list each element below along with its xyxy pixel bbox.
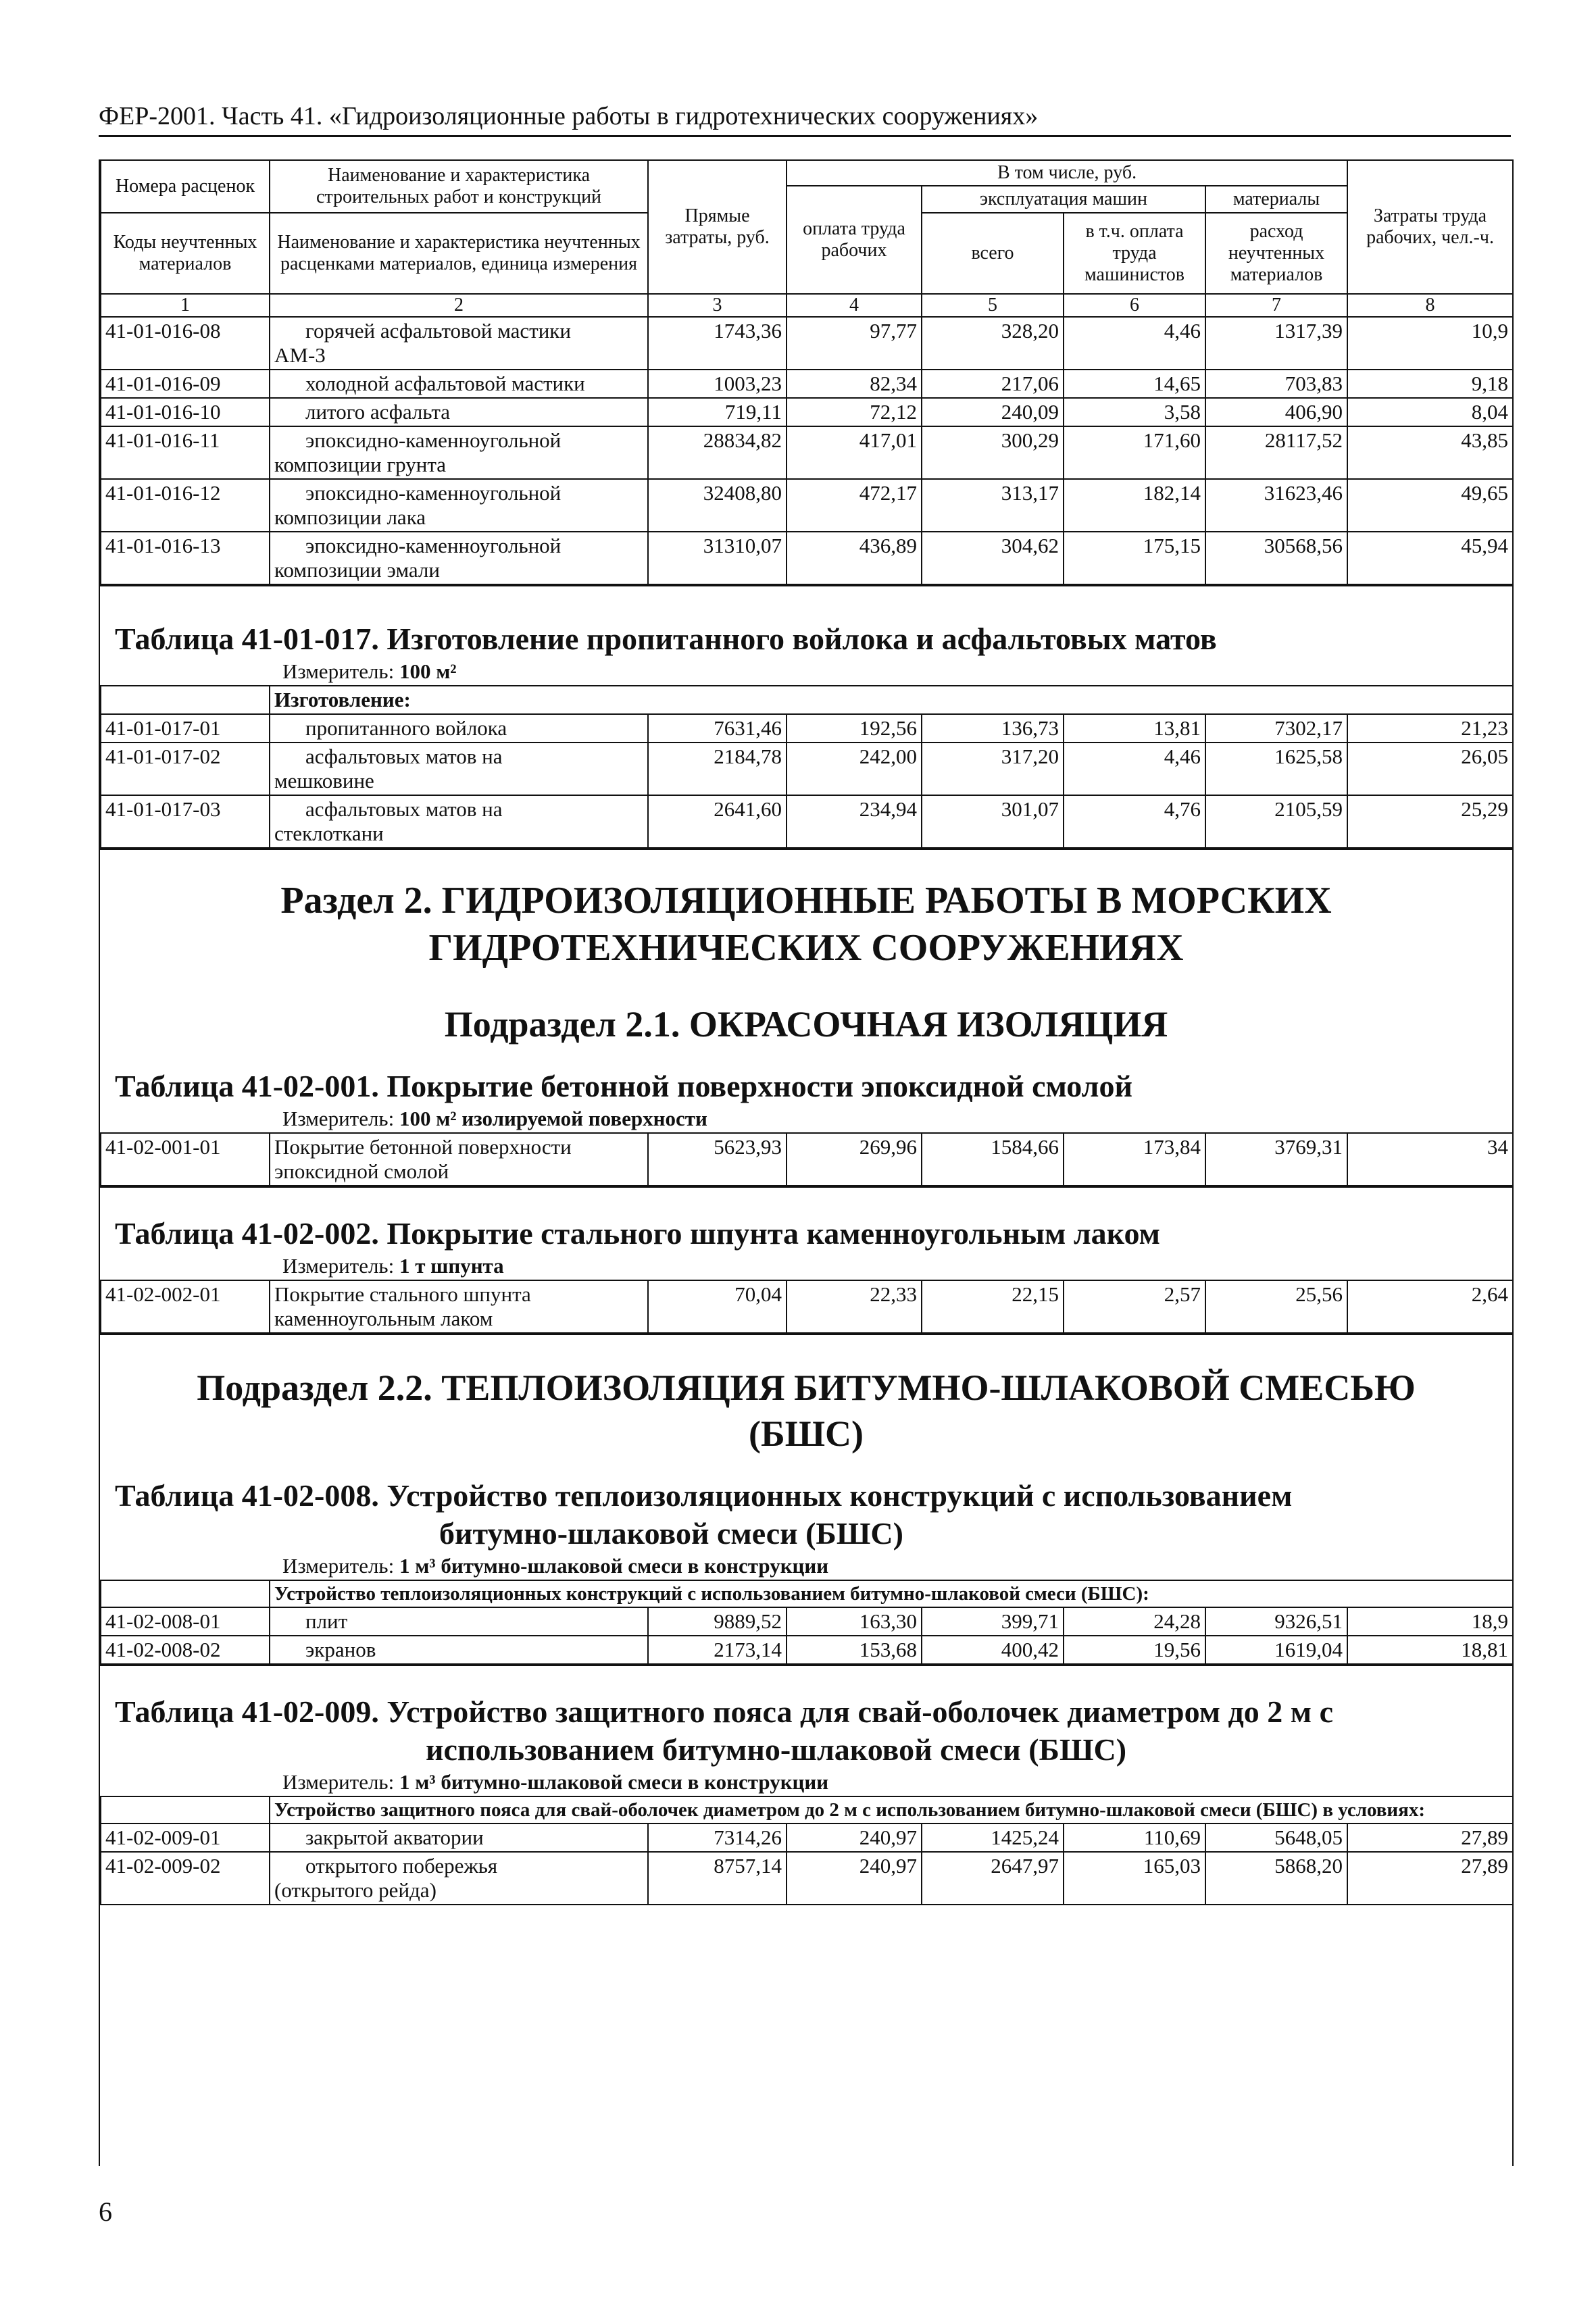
work-name	[270, 1636, 648, 1664]
value-cell: 2,57	[1064, 1280, 1205, 1333]
rate-code: 41-01-017-01	[101, 714, 270, 743]
value-cell: 1317,39	[1205, 317, 1347, 370]
work-name	[270, 370, 648, 398]
header-direct-costs: Прямые затраты, руб.	[648, 160, 787, 294]
table-title-001: Таблица 41-02-001. Покрытие бетонной поверхности эпоксидной смолой	[115, 1069, 1132, 1103]
spacer	[100, 849, 1512, 877]
table-row	[101, 1852, 1513, 1905]
rate-code: 41-01-016-13	[101, 532, 270, 584]
value-cell: 4,46	[1064, 317, 1205, 370]
work-name-line1: пропитанного войлока	[305, 716, 507, 740]
value-cell: 97,77	[787, 317, 922, 370]
rates-table-008	[100, 1580, 1514, 1665]
work-name	[270, 1852, 648, 1905]
content-frame	[99, 159, 1514, 2166]
value-cell: 136,73	[922, 714, 1064, 743]
work-name-line1: закрытой акватории	[305, 1826, 484, 1849]
value-cell: 304,62	[922, 532, 1064, 584]
meter-value: 1 т шпунта	[399, 1254, 504, 1278]
rates-table-001	[100, 1132, 1514, 1186]
table-row	[101, 479, 1513, 532]
subsection-title-2-2-line1: Подраздел 2.2. ТЕПЛОИЗОЛЯЦИЯ БИТУМНО-ШЛАКОВОЙ СМЕСЬЮ	[197, 1367, 1416, 1408]
table-row	[101, 426, 1513, 479]
value-cell: 300,29	[922, 426, 1064, 479]
value-cell: 24,28	[1064, 1607, 1205, 1636]
table-title-002: Таблица 41-02-002. Покрытие стального шпунта каменноугольным лаком	[115, 1216, 1160, 1251]
value-cell: 3769,31	[1205, 1133, 1347, 1186]
table-body-009	[101, 1823, 1513, 1905]
meter-label: Измеритель:	[282, 1107, 395, 1130]
value-cell: 34	[1347, 1133, 1513, 1186]
work-name-line2: композиции грунта	[274, 453, 447, 476]
work-name-line1: Покрытие стального шпунта	[274, 1282, 531, 1306]
value-cell: 406,90	[1205, 398, 1347, 426]
value-cell: 240,97	[787, 1852, 922, 1905]
rate-code: 41-02-008-01	[101, 1607, 270, 1636]
rate-code: 41-01-016-11	[101, 426, 270, 479]
subheading-017: Изготовление:	[270, 686, 1513, 714]
work-name	[270, 532, 648, 584]
header-operator-pay: в т.ч. оплата труда машинистов	[1064, 213, 1205, 294]
work-name-line1: эпоксидно-каменноугольной	[305, 481, 562, 505]
table-row	[101, 795, 1513, 848]
column-index: 3	[648, 294, 787, 317]
rate-code: 41-02-009-01	[101, 1823, 270, 1852]
value-cell: 5623,93	[648, 1133, 787, 1186]
table-body-017	[101, 714, 1513, 848]
work-name-line1: холодной асфальтовой мастики	[305, 372, 585, 395]
value-cell: 317,20	[922, 743, 1064, 795]
value-cell: 4,76	[1064, 795, 1205, 848]
value-cell: 25,56	[1205, 1280, 1347, 1333]
spacer	[100, 585, 1512, 620]
subsection-title-2-2-line2: (БШС)	[749, 1413, 864, 1454]
empty-cell	[101, 686, 270, 714]
value-cell: 182,14	[1064, 479, 1205, 532]
value-cell: 82,34	[787, 370, 922, 398]
header-machines-total: всего	[922, 213, 1064, 294]
value-cell: 165,03	[1064, 1852, 1205, 1905]
value-cell: 400,42	[922, 1636, 1064, 1664]
value-cell: 72,12	[787, 398, 922, 426]
spacer	[100, 1665, 1512, 1693]
value-cell: 49,65	[1347, 479, 1513, 532]
work-name	[270, 743, 648, 795]
meter-label: Измеритель:	[282, 1554, 395, 1578]
value-cell: 19,56	[1064, 1636, 1205, 1664]
table-row	[101, 317, 1513, 370]
work-name-line1: асфальтовых матов на	[305, 745, 503, 768]
value-cell: 5868,20	[1205, 1852, 1347, 1905]
work-name-line2: АМ-3	[274, 343, 326, 367]
work-name	[270, 398, 648, 426]
rate-code: 41-02-001-01	[101, 1133, 270, 1186]
work-name-line1: экранов	[305, 1638, 376, 1661]
value-cell: 240,97	[787, 1823, 922, 1852]
value-cell: 13,81	[1064, 714, 1205, 743]
work-name	[270, 795, 648, 848]
work-name-line2: эпоксидной смолой	[274, 1159, 449, 1183]
value-cell: 14,65	[1064, 370, 1205, 398]
value-cell: 703,83	[1205, 370, 1347, 398]
work-name	[270, 1133, 648, 1186]
value-cell: 1584,66	[922, 1133, 1064, 1186]
header-materials: материалы	[1205, 186, 1347, 213]
rates-table-002	[100, 1280, 1514, 1334]
table-row	[101, 532, 1513, 584]
header-including: В том числе, руб.	[787, 160, 1347, 186]
page-header: ФЕР-2001. Часть 41. «Гидроизоляционные работы в гидротехнических сооружениях»	[99, 101, 1511, 137]
value-cell: 9,18	[1347, 370, 1513, 398]
value-cell: 8757,14	[648, 1852, 787, 1905]
value-cell: 192,56	[787, 714, 922, 743]
work-name	[270, 1280, 648, 1333]
spacer	[100, 1186, 1512, 1215]
value-cell: 45,94	[1347, 532, 1513, 584]
meter-008	[100, 1553, 1512, 1580]
value-cell: 234,94	[787, 795, 922, 848]
work-name-line2: (открытого рейда)	[274, 1878, 437, 1902]
value-cell: 269,96	[787, 1133, 922, 1186]
value-cell: 28834,82	[648, 426, 787, 479]
spacer	[100, 1334, 1512, 1365]
value-cell: 175,15	[1064, 532, 1205, 584]
page-number: 6	[99, 2196, 112, 2227]
table-title-008	[100, 1477, 1512, 1553]
value-cell: 1619,04	[1205, 1636, 1347, 1664]
table-body-016	[101, 317, 1513, 584]
value-cell: 399,71	[922, 1607, 1064, 1636]
header-codes-top: Номера расценок	[101, 160, 270, 213]
table-row	[101, 1823, 1513, 1852]
value-cell: 2647,97	[922, 1852, 1064, 1905]
column-index: 2	[270, 294, 648, 317]
rates-table-016	[100, 159, 1514, 585]
meter-value: 1 м³ битумно-шлаковой смеси в конструкции	[399, 1770, 829, 1794]
section-title-line1: Раздел 2. ГИДРОИЗОЛЯЦИОННЫЕ РАБОТЫ В МОРСКИХ	[280, 880, 1332, 922]
value-cell: 22,33	[787, 1280, 922, 1333]
work-name-line2: композиции эмали	[274, 558, 440, 582]
work-name-line1: эпоксидно-каменноугольной	[305, 428, 562, 452]
rate-code: 41-01-016-09	[101, 370, 270, 398]
value-cell: 240,09	[922, 398, 1064, 426]
meter-label: Измеритель:	[282, 1770, 395, 1794]
work-name	[270, 317, 648, 370]
work-name-line1: открытого побережья	[305, 1854, 498, 1878]
table-row	[101, 1636, 1513, 1664]
value-cell: 173,84	[1064, 1133, 1205, 1186]
value-cell: 171,60	[1064, 426, 1205, 479]
table-body-002	[101, 1280, 1513, 1333]
empty-cell	[101, 1580, 270, 1607]
value-cell: 25,29	[1347, 795, 1513, 848]
column-index: 4	[787, 294, 922, 317]
rate-code: 41-02-009-02	[101, 1852, 270, 1905]
work-name-line2: каменноугольным лаком	[274, 1307, 493, 1330]
value-cell: 28117,52	[1205, 426, 1347, 479]
value-cell: 7302,17	[1205, 714, 1347, 743]
meter-label: Измеритель:	[282, 1254, 395, 1278]
work-name-line1: эпоксидно-каменноугольной	[305, 534, 562, 557]
value-cell: 2,64	[1347, 1280, 1513, 1333]
value-cell: 3,58	[1064, 398, 1205, 426]
table-row	[101, 743, 1513, 795]
value-cell: 4,46	[1064, 743, 1205, 795]
header-name-top: Наименование и характеристика строительных работ и конструкций	[270, 160, 648, 213]
work-name	[270, 1607, 648, 1636]
meter-value: 1 м³ битумно-шлаковой смеси в конструкции	[399, 1554, 829, 1578]
value-cell: 110,69	[1064, 1823, 1205, 1852]
value-cell: 417,01	[787, 426, 922, 479]
work-name-line1: Покрытие бетонной поверхности	[274, 1135, 572, 1159]
rates-table-017	[100, 685, 1514, 849]
table-title-009-line2: использованием битумно-шлаковой смеси (БШС)	[426, 1732, 1127, 1767]
value-cell: 242,00	[787, 743, 922, 795]
value-cell: 9889,52	[648, 1607, 787, 1636]
value-cell: 328,20	[922, 317, 1064, 370]
work-name-line2: композиции лака	[274, 505, 426, 529]
value-cell: 301,07	[922, 795, 1064, 848]
table-title-009	[100, 1693, 1512, 1769]
value-cell: 1425,24	[922, 1823, 1064, 1852]
value-cell: 1625,58	[1205, 743, 1347, 795]
rates-table-009	[100, 1796, 1514, 1905]
work-name	[270, 1823, 648, 1852]
value-cell: 163,30	[787, 1607, 922, 1636]
value-cell: 2184,78	[648, 743, 787, 795]
meter-002	[100, 1253, 1512, 1280]
table-row	[101, 1133, 1513, 1186]
rate-code: 41-02-008-02	[101, 1636, 270, 1664]
subheading-009: Устройство защитного пояса для свай-оболочек диаметром до 2 м с использованием битумно-шлаковой смеси (БШС) в условиях:	[270, 1796, 1513, 1823]
value-cell: 2105,59	[1205, 795, 1347, 848]
table-row	[101, 398, 1513, 426]
value-cell: 719,11	[648, 398, 787, 426]
table-title-017: Таблица 41-01-017. Изготовление пропитанного войлока и асфальтовых матов	[115, 622, 1217, 656]
work-name-line1: горячей асфальтовой мастики	[305, 319, 571, 343]
value-cell: 31310,07	[648, 532, 787, 584]
value-cell: 31623,46	[1205, 479, 1347, 532]
section-title-line2: ГИДРОТЕХНИЧЕСКИХ СООРУЖЕНИЯХ	[428, 927, 1184, 969]
value-cell: 313,17	[922, 479, 1064, 532]
value-cell: 70,04	[648, 1280, 787, 1333]
value-cell: 9326,51	[1205, 1607, 1347, 1636]
table-row	[101, 714, 1513, 743]
value-cell: 2173,14	[648, 1636, 787, 1664]
rate-code: 41-01-016-08	[101, 317, 270, 370]
meter-value: 100 м² изолируемой поверхности	[399, 1107, 707, 1130]
value-cell: 5648,05	[1205, 1823, 1347, 1852]
work-name	[270, 479, 648, 532]
value-cell: 22,15	[922, 1280, 1064, 1333]
work-name-line2: стеклоткани	[274, 822, 384, 845]
value-cell: 18,81	[1347, 1636, 1513, 1664]
column-index: 5	[922, 294, 1064, 317]
work-name-line2: мешковине	[274, 769, 374, 793]
value-cell: 217,06	[922, 370, 1064, 398]
rate-code: 41-02-002-01	[101, 1280, 270, 1333]
table-row	[101, 1607, 1513, 1636]
value-cell: 1743,36	[648, 317, 787, 370]
work-name	[270, 426, 648, 479]
table-row	[101, 1280, 1513, 1333]
meter-001	[100, 1105, 1512, 1132]
value-cell: 27,89	[1347, 1823, 1513, 1852]
value-cell: 18,9	[1347, 1607, 1513, 1636]
value-cell: 2641,60	[648, 795, 787, 848]
header-name-bottom: Наименование и характеристика неучтенных расценками материалов, единица измерения	[270, 213, 648, 294]
value-cell: 30568,56	[1205, 532, 1347, 584]
value-cell: 1003,23	[648, 370, 787, 398]
empty-cell	[101, 1796, 270, 1823]
rate-code: 41-01-017-03	[101, 795, 270, 848]
header-worker-pay: оплата труда рабочих	[787, 186, 922, 294]
table-row	[101, 370, 1513, 398]
table-body-001	[101, 1133, 1513, 1186]
value-cell: 436,89	[787, 532, 922, 584]
work-name-line1: литого асфальта	[305, 400, 451, 424]
table-title-009-line1: Таблица 41-02-009. Устройство защитного пояса для свай-оболочек диаметром до 2 м с	[115, 1694, 1334, 1729]
subsection-title-2-1: Подраздел 2.1. ОКРАСОЧНАЯ ИЗОЛЯЦИЯ	[444, 1004, 1168, 1045]
header-labor-hours: Затраты труда рабочих, чел.-ч.	[1347, 160, 1513, 294]
rate-code: 41-01-016-10	[101, 398, 270, 426]
value-cell: 26,05	[1347, 743, 1513, 795]
table-title-008-line2: битумно-шлаковой смеси (БШС)	[439, 1516, 903, 1551]
work-name-line1: плит	[305, 1609, 348, 1633]
table-body-008	[101, 1607, 1513, 1664]
value-cell: 472,17	[787, 479, 922, 532]
value-cell: 21,23	[1347, 714, 1513, 743]
value-cell: 43,85	[1347, 426, 1513, 479]
column-index: 8	[1347, 294, 1513, 317]
column-index: 7	[1205, 294, 1347, 317]
work-name	[270, 714, 648, 743]
meter-009	[100, 1769, 1512, 1796]
rate-code: 41-01-017-02	[101, 743, 270, 795]
value-cell: 27,89	[1347, 1852, 1513, 1905]
value-cell: 153,68	[787, 1636, 922, 1664]
value-cell: 7314,26	[648, 1823, 787, 1852]
value-cell: 32408,80	[648, 479, 787, 532]
meter-017	[100, 658, 1512, 685]
value-cell: 8,04	[1347, 398, 1513, 426]
column-index: 1	[101, 294, 270, 317]
header-machines: эксплуатация машин	[922, 186, 1205, 213]
meter-label: Измеритель:	[282, 659, 395, 683]
work-name-line1: асфальтовых матов на	[305, 797, 503, 821]
value-cell: 10,9	[1347, 317, 1513, 370]
header-codes-bottom: Коды неучтенных материалов	[101, 213, 270, 294]
meter-value: 100 м²	[399, 659, 457, 683]
column-index: 6	[1064, 294, 1205, 317]
table-title-008-line1: Таблица 41-02-008. Устройство теплоизоляционных конструкций с использованием	[115, 1478, 1293, 1513]
value-cell: 7631,46	[648, 714, 787, 743]
subheading-008: Устройство теплоизоляционных конструкций с использованием битумно-шлаковой смеси (БШС):	[270, 1580, 1513, 1607]
header-unaccounted-materials: расход неучтенных материалов	[1205, 213, 1347, 294]
rate-code: 41-01-016-12	[101, 479, 270, 532]
